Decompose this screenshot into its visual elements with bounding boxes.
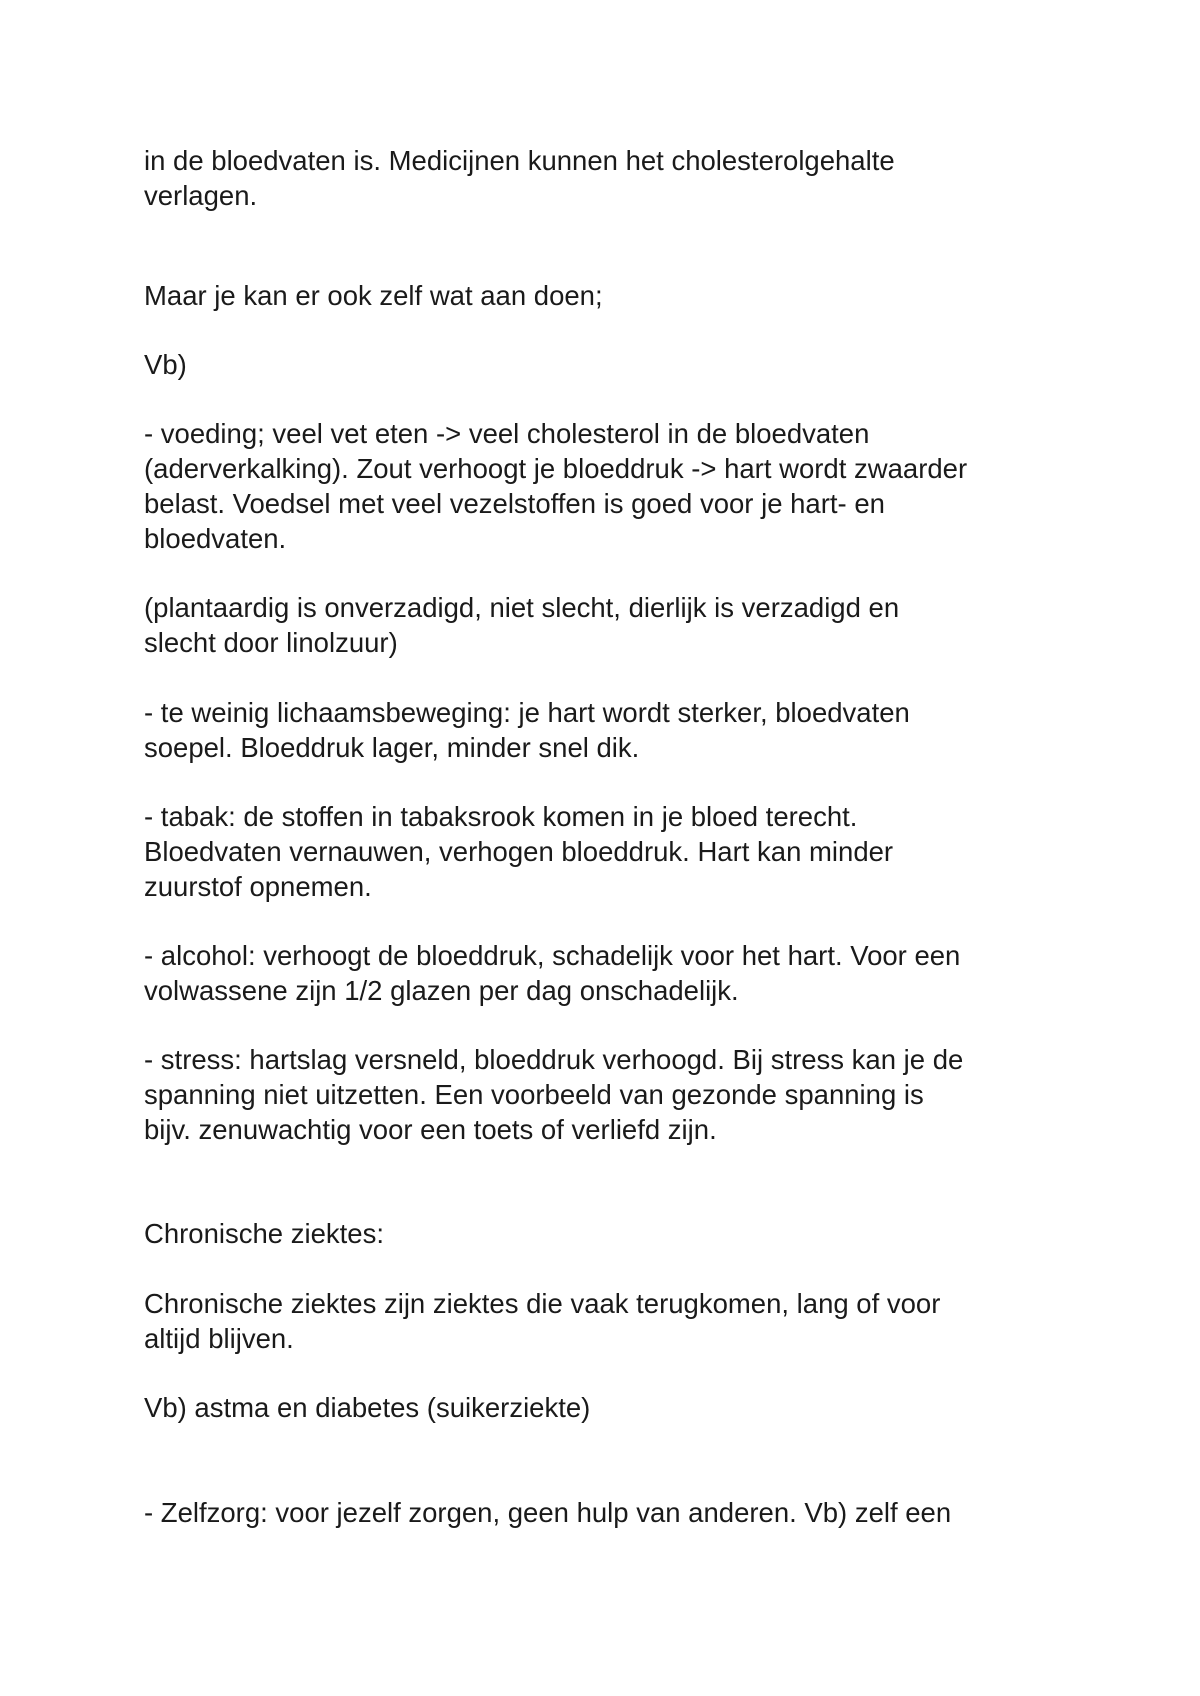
text-line: zuurstof opnemen. — [144, 871, 372, 902]
heading-chronische-ziektes — [144, 1216, 1084, 1251]
text-line: spanning niet uitzetten. Een voorbeeld van gezonde spanning is — [144, 1079, 924, 1110]
paragraph-stress — [144, 1042, 1084, 1147]
text-line: - Zelfzorg: voor jezelf zorgen, geen hulp van anderen. Vb) zelf een — [144, 1497, 952, 1528]
text-line: altijd blijven. — [144, 1323, 294, 1354]
text-line: bloedvaten. — [144, 523, 287, 554]
text-line: bijv. zenuwachtig voor een toets of verliefd zijn. — [144, 1114, 717, 1145]
text-line: Maar je kan er ook zelf wat aan doen; — [144, 280, 603, 311]
paragraph-alcohol — [144, 938, 1084, 1008]
paragraph-example-label — [144, 347, 1084, 382]
paragraph-lichaamsbeweging — [144, 695, 1084, 765]
text-line: Bloedvaten vernauwen, verhogen bloeddruk. Hart kan minder — [144, 836, 894, 867]
paragraph-chronische-voorbeeld — [144, 1390, 1084, 1425]
paragraph-plantaardig-note — [144, 590, 1084, 660]
text-line: belast. Voedsel met veel vezelstoffen is goed voor je hart- en — [144, 488, 885, 519]
paragraph-chronische-definitie — [144, 1286, 1084, 1356]
text-line: - te weinig lichaamsbeweging: je hart wordt sterker, bloedvaten — [144, 697, 910, 728]
paragraph-zelfzorg — [144, 1495, 1084, 1530]
paragraph-cholesterol-medication — [144, 143, 1084, 213]
text-line: - tabak: de stoffen in tabaksrook komen in je bloed terecht. — [144, 801, 858, 832]
text-line: (aderverkalking). Zout verhoogt je bloeddruk -> hart wordt zwaarder — [144, 453, 968, 484]
text-line: soepel. Bloeddruk lager, minder snel dik. — [144, 732, 640, 763]
text-line: Chronische ziektes zijn ziektes die vaak terugkomen, lang of voor — [144, 1288, 941, 1319]
text-line: volwassene zijn 1/2 glazen per dag onschadelijk. — [144, 975, 739, 1006]
paragraph-self-help-intro — [144, 278, 1084, 313]
paragraph-voeding — [144, 416, 1084, 556]
text-line: slecht door linolzuur) — [144, 627, 398, 658]
text-line: Vb) astma en diabetes (suikerziekte) — [144, 1392, 591, 1423]
text-line: (plantaardig is onverzadigd, niet slecht, dierlijk is verzadigd en — [144, 592, 900, 623]
text-line: Chronische ziektes: — [144, 1218, 384, 1249]
text-line: Vb) — [144, 349, 187, 380]
paragraph-tabak — [144, 799, 1084, 904]
text-line: - stress: hartslag versneld, bloeddruk verhoogd. Bij stress kan je de — [144, 1044, 964, 1075]
text-line: - voeding; veel vet eten -> veel cholesterol in de bloedvaten — [144, 418, 870, 449]
text-line: - alcohol: verhoogt de bloeddruk, schadelijk voor het hart. Voor een — [144, 940, 961, 971]
text-line: in de bloedvaten is. Medicijnen kunnen het cholesterolgehalte — [144, 145, 895, 176]
text-line: verlagen. — [144, 180, 258, 211]
